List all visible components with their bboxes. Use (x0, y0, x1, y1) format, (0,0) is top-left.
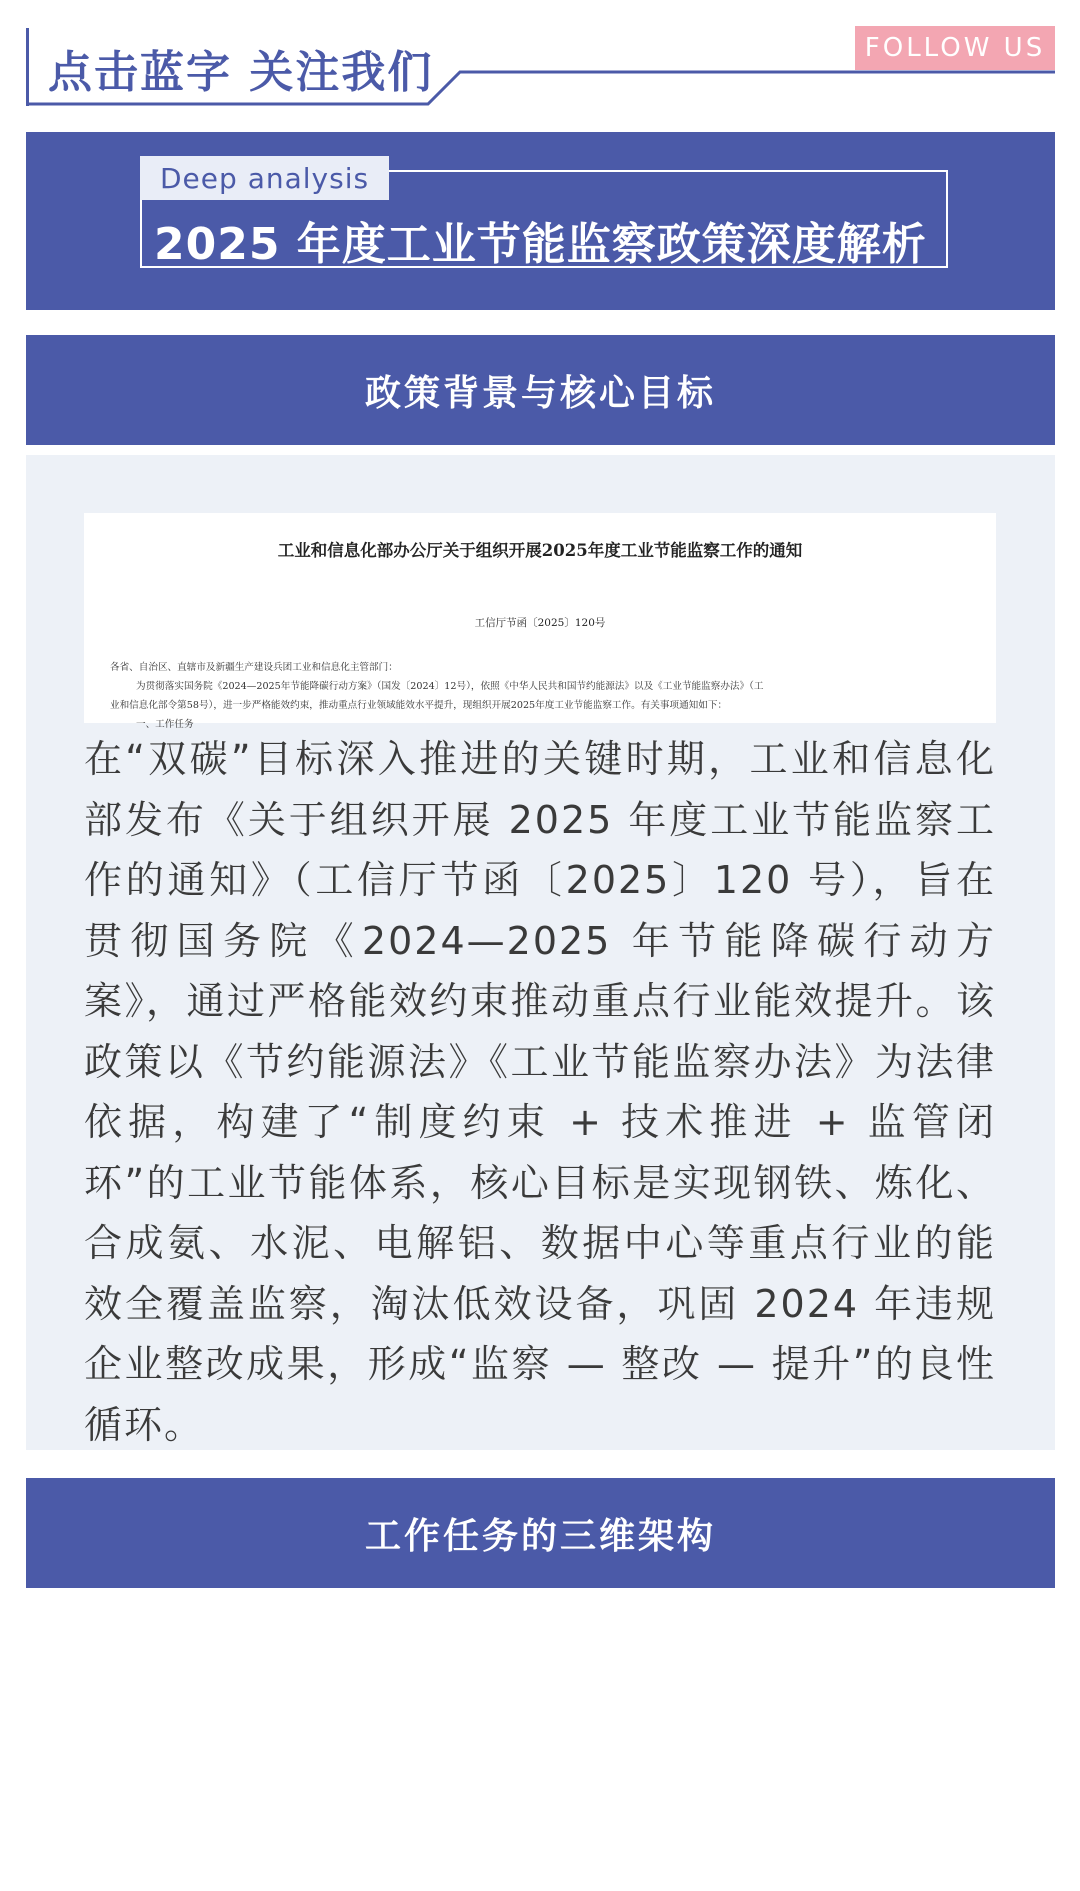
follow-cta-text[interactable]: 点击蓝字 关注我们 (48, 47, 434, 98)
document-line: 业和信息化部令第58号），进一步严格能效约束，推动重点行业领域能效水平提升，现组织开展2025年度工业节能监察工作。有关事项通知如下： (110, 700, 728, 711)
document-line: 各省、自治区、直辖市及新疆生产建设兵团工业和信息化主管部门： (110, 662, 398, 673)
title-card (26, 132, 1055, 310)
document-preview-image[interactable] (84, 513, 996, 730)
deep-analysis-tag: Deep analysis (140, 156, 389, 200)
document-line: 为贯彻落实国务院《2024—2025年节能降碳行动方案》（国发〔2024〕12号），依照《中华人民共和国节约能源法》以及《工业节能监察办法》（工 (136, 681, 764, 692)
document-title: 工业和信息化部办公厅关于组织开展2025年度工业节能监察工作的通知 (277, 541, 803, 560)
document-number: 工信厅节函〔2025〕120号 (474, 617, 606, 629)
section-heading-background: 政策背景与核心目标 (26, 335, 1055, 445)
body-paragraph: 在“双碳”目标深入推进的关键时期，工业和信息化部发布《关于组织开展 2025 年度工业节能监察工作的通知》（工信厅节函〔2025〕120 号），旨在贯彻国务院《2024—2025 年节能降碳行动方案》，通过严格能效约束推动重点行业能效提升。该政策以《节约能源法》《工业节能监察办法》为法律依据，构建了“制度约束 + 技术推进 + 监管闭环”的工业节能体系，核心目标是实现钢铁、炼化、合成氨、水泥、电解铝、数据中心等重点行业的能效全覆盖监察，淘汰低效设备，巩固 2024 年违规企业整改成果，形成“监察 — 整改 — 提升”的良性循环。 (84, 737, 996, 1447)
follow-us-badge[interactable]: FOLLOW US (855, 26, 1055, 70)
document-line: 一、工作任务 (136, 719, 194, 730)
content-panel (26, 455, 1055, 1450)
article-title: 2025 年度工业节能监察政策深度解析 (154, 219, 927, 270)
section-heading-structure: 工作任务的三维架构 (26, 1478, 1055, 1588)
page-header (0, 0, 1080, 110)
